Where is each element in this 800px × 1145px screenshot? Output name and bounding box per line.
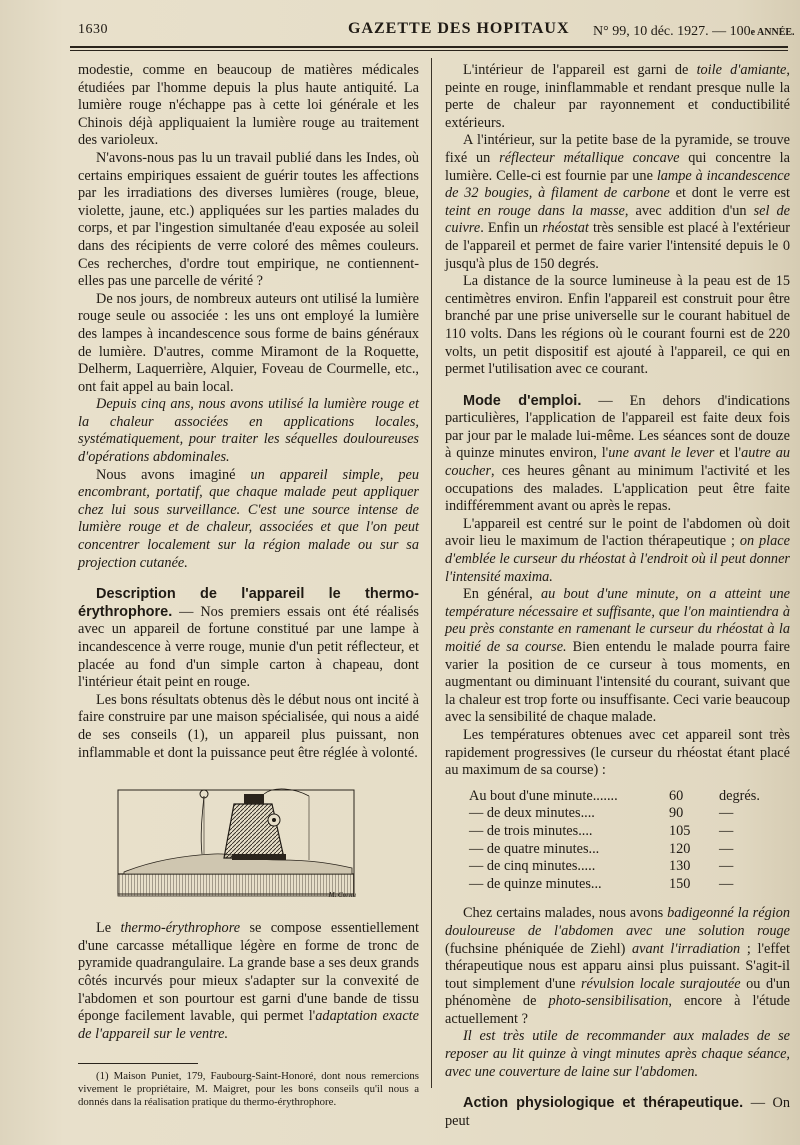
header-rule-thin bbox=[70, 50, 788, 51]
table-row: Au bout d'une minute....... 60 degrés. bbox=[469, 787, 760, 804]
paragraph-italic: Il est très utile de recommander aux malades de se reposer au lit quinze à vingt minutes après chaque séance, avec une couverture de laine sur l'abdomen. bbox=[445, 1028, 790, 1080]
right-column bbox=[445, 62, 790, 1130]
header-rule bbox=[70, 46, 788, 48]
temperature-table bbox=[469, 788, 769, 894]
column-divider bbox=[431, 58, 432, 1088]
section-heading: Action physiologique et thérapeutique. bbox=[463, 1095, 744, 1112]
section-action: Action physiologique et thérapeutique. — On peut bbox=[445, 1095, 790, 1129]
page-header bbox=[48, 18, 795, 44]
section-heading: Description de l'appareil le thermo-érythrophore. bbox=[78, 586, 419, 620]
paragraph: L'intérieur de l'appareil est garni de toile d'amiante, peinte en rouge, ininflammable et rendant presque nulle la perte de chaleur par rayonnement et conductibilité extérieurs. bbox=[445, 62, 790, 131]
paragraph: A l'intérieur, sur la petite base de la pyramide, se trouve fixé un réflecteur métallique concave qui concentre la lumière. Celle-ci est fournie par une lampe à incandescence de 32 bougies, à filament de carbone et dont le verre est teint en rouge dans la masse, avec addition d'un sel de cuivre. Enfin un rhéostat très sensible est placé à l'extérieur de l'appareil et permet de faire varier l'intensité depuis le 0 jusqu'à plus de 150 degrés. bbox=[445, 132, 791, 272]
paragraph: modestie, comme en beaucoup de matières médicales étudiées par l'homme depuis la plus haute antiquité. La lumière rouge n'échappe pas à cette loi générale et les Chinois déjà appliquaient la lumière rouge au traitement des varioleux. bbox=[78, 62, 419, 149]
table-row: — de quatre minutes... 120 — bbox=[469, 840, 734, 857]
paragraph: L'appareil est centré sur le point de l'abdomen où doit avoir lieu le maximum de l'action thérapeutique ; on place d'emblée le curseur du rhéostat à l'endroit où il peut donner l'intensité maxima. bbox=[445, 515, 790, 585]
page-number: 1630 bbox=[78, 22, 108, 37]
footnote: (1) Maison Puniet, 179, Faubourg-Saint-Honoré, dont nous remercions vivement le propriétaire, M. Maigret, pour les bons conseils qu'il nous a donnés dans la réalisation pratique du thermo-érythrophore. bbox=[78, 1070, 419, 1108]
paragraph: Les températures obtenues avec cet appareil sont très rapidement progressives (le curseur du rhéostat étant placé au maximum de sa course) : bbox=[445, 726, 790, 779]
journal-title: GAZETTE DES HOPITAUX bbox=[348, 20, 570, 37]
paragraph: De nos jours, de nombreux auteurs ont utilisé la lumière rouge seule ou associée : les uns ont employé la lumière des lampes à incandescence sous forme de bains généraux de lumière. D'autres, comme Miramont de la Roquette, Delherm, Laquerrière, Alquier, Foveau de Courmelle, etc., ont fait appel au bain local. bbox=[78, 290, 419, 395]
paragraph: Chez certains malades, nous avons badigeonné la région douloureuse de l'abdomen avec une solution rouge (fuchsine phéniquée de Ziehl) avant l'irradiation ; l'effet thérapeutique nous est apparu ainsi plus puissant. S'agit-il tout simplement d'une révulsion locale surajoutée ou d'un phénomène de photo-sensibilisation, encore à l'étude actuellement ? bbox=[445, 905, 791, 1027]
paragraph: La distance de la source lumineuse à la peau est de 15 centimètres environ. Enfin l'appareil est construit pour être branché par une prise universelle sur le courant habituel de 110 volts. Dans les régions où le courant fourni est de 220 volts, un petit dispositif est ajouté à l'appareil, ce qui en permet l'utilisation avec ce courant. bbox=[445, 273, 790, 378]
issue-info: N° 99, 10 déc. 1927. — 100e ANNÉE. bbox=[593, 24, 795, 39]
apparatus-figure bbox=[104, 776, 370, 906]
left-column bbox=[78, 62, 419, 1109]
paragraph: Le thermo-érythrophore se compose essentiellement d'une carcasse métallique légère en forme de tronc de pyramide quadrangulaire. La grande base a ses deux grands côtés incurvés pour mieux s'adapter sur la convexité de l'abdomen et son pourtour est garni d'une bande de tissu éponge facilement lavable, qui permet l'adaptation exacte de l'appareil sur le ventre. bbox=[78, 920, 420, 1042]
table-row: — de cinq minutes..... 130 — bbox=[469, 858, 734, 875]
paragraph: Nous avons imaginé un appareil simple, peu encombrant, portatif, que chaque malade peut appliquer chez lui sous surveillance. C'est une source intense de lumière rouge et de chaleur, associées et que l'on peut concentrer localement sur la région malade ou sur sa projection cutanée. bbox=[78, 466, 419, 571]
paragraph: Les bons résultats obtenus dès le début nous ont incité à faire construire par une maison spécialisée, qui nous a aidé de ses conseils (1), un appareil plus puissant, non inflammable et dont la puissance peut être réglée à volonté. bbox=[78, 691, 419, 761]
paragraph: En général, au bout d'une minute, on a atteint une température nécessaire et suffisante, que l'on maintiendra à peu près constante en ramenant le curseur du rhéostat à la moitié de sa course. Bien entendu le malade pourra faire varier la position de ce curseur à tous moments, en augmentant ou diminuant l'intensité du courant, suivant que la chaleur est trop forte ou insuffisante. Ceci varie beaucoup avec la sensibilité de chaque malade. bbox=[445, 586, 791, 726]
table-row: — de trois minutes.... 105 — bbox=[469, 822, 734, 839]
figure-credit: M. Cornu bbox=[328, 890, 356, 899]
table-row: — de quinze minutes... 150 — bbox=[469, 875, 734, 892]
table-row: — de deux minutes.... 90 — bbox=[469, 805, 734, 822]
section-mode: Mode d'emploi. — En dehors d'indications particulières, l'application de l'appareil est faite deux fois par jour par le malade lui-même. Les séances sont de douze à quinze minutes environ, l'une avant le lever et l'autre au coucher, ces heures gênant au minimum l'activité et les occupations des malades. L'application peut être faite indifféremment avant ou après le repas. bbox=[445, 392, 790, 515]
footnote-rule bbox=[78, 1063, 198, 1064]
paragraph-italic: Depuis cinq ans, nous avons utilisé la lumière rouge et la chaleur associées en applications locales, systématiquement, pour traiter les séquelles douloureuses d'opérations abdominales. bbox=[78, 396, 419, 466]
section-heading: Mode d'emploi. bbox=[463, 392, 582, 409]
paragraph: N'avons-nous pas lu un travail publié dans les Indes, où certains empiriques essaient de guérir toutes les affections par les irradiations des diverses lumières (rouge, bleue, violette, jaune, etc.) appliquées sur les parties malades du corps, et par l'ingestion simultanée d'eau exposée au soleil dans des récipients de verre coloré des mêmes couleurs. Ces recherches, d'ordre tout empirique, ne contiennent-elles pas une parcelle de vérité ? bbox=[78, 149, 419, 290]
section-description: Description de l'appareil le thermo-érythrophore. — Nos premiers essais ont été réalisés avec un appareil de fortune constitué par une lampe à incandescence à verre rouge, munie d'un petit réflecteur, et placée au fond d'un simple carton à chapeau, dont l'intérieur était peint en rouge. bbox=[78, 586, 419, 691]
